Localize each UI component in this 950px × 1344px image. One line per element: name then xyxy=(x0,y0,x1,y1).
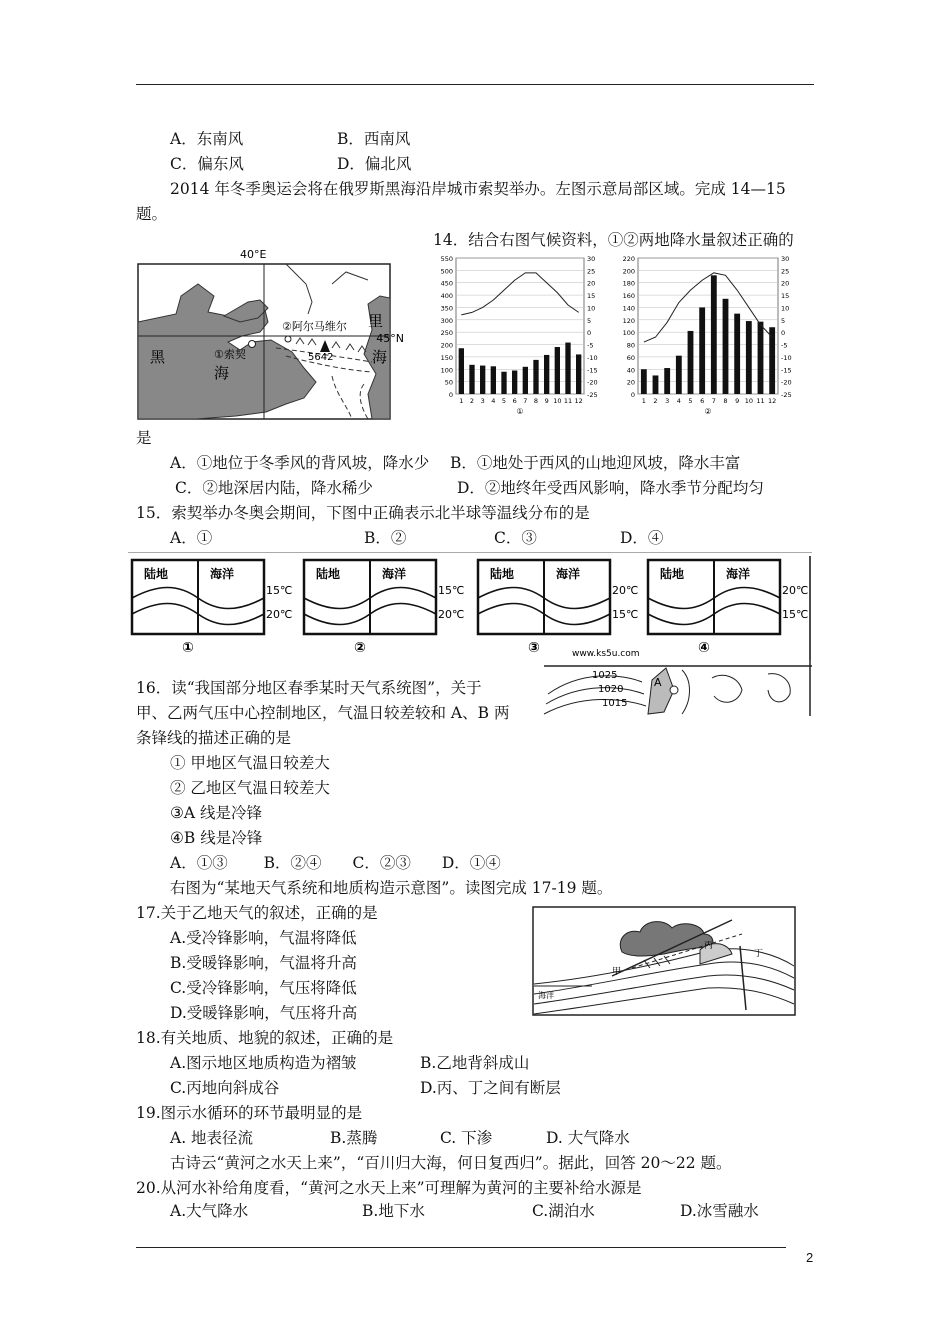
precip-bar xyxy=(664,368,670,394)
precip-bar xyxy=(555,347,560,394)
left-tick-label: 100 xyxy=(622,329,635,338)
q15-option-d: D．④ xyxy=(620,529,664,547)
precip-bar xyxy=(469,365,474,394)
chart-frame xyxy=(456,258,584,394)
month-label: 5 xyxy=(501,397,507,405)
isotherm-temp-label: 15℃ xyxy=(782,608,809,621)
right-tick-label: 30 xyxy=(781,255,790,263)
left-tick-label: 500 xyxy=(440,267,453,276)
precip-bar xyxy=(544,355,549,394)
month-label: 1 xyxy=(641,397,646,405)
left-tick-label: 150 xyxy=(440,353,453,362)
land-label: 陆地 xyxy=(316,567,341,581)
q16-line3: 条锋线的描述正确的是 xyxy=(136,729,292,747)
precip-bar xyxy=(480,366,485,394)
right-tick-label: 0 xyxy=(781,329,786,338)
intro-14-15: 2014 年冬季奥运会将在俄罗斯黑海沿岸城市索契举办。左图示意局部区域。完成 14—15 xyxy=(170,180,786,198)
right-tick-label: 0 xyxy=(587,329,592,338)
left-tick-label: 50 xyxy=(444,378,453,387)
q15-option-c: C．③ xyxy=(494,529,537,547)
map-lon-label: 40°E xyxy=(240,248,267,261)
map-lat-label: 45°N xyxy=(376,332,404,345)
q17-option-c: C.受冷锋影响，气压将降低 xyxy=(170,979,357,997)
precip-bar xyxy=(523,367,528,394)
left-tick-label: 0 xyxy=(448,391,453,399)
precip-bar xyxy=(769,327,775,394)
q18-stem: 18.有关地质、地貌的叙述，正确的是 xyxy=(136,1029,394,1047)
month-label: 3 xyxy=(665,397,670,405)
q13-option-d: D．偏北风 xyxy=(337,155,412,173)
right-tick-label: -5 xyxy=(587,341,594,350)
right-tick-label: 5 xyxy=(587,316,592,325)
left-tick-label: 550 xyxy=(440,255,453,263)
map-black-label: 黑 xyxy=(150,348,166,366)
left-tick-label: 20 xyxy=(626,378,635,387)
right-tick-label: -20 xyxy=(781,378,792,387)
q14-stem-end: 是 xyxy=(136,429,152,447)
precip-bar xyxy=(641,369,647,394)
q15-option-b: B．② xyxy=(364,529,407,547)
q17-option-d: D.受暖锋影响，气压将升高 xyxy=(170,1004,358,1022)
month-label: 7 xyxy=(711,397,716,405)
isobar-1025: 1025 xyxy=(592,670,618,681)
left-tick-label: 180 xyxy=(622,279,635,288)
q14-option-d: D．②地终年受西风影响，降水季节分配均匀 xyxy=(457,479,764,497)
map-caspian-sea-label: 海 xyxy=(372,348,388,366)
map-peak-label: 5642 xyxy=(308,352,334,363)
q16-answers: A．①③ B．②④ C．②③ D．①④ xyxy=(170,854,501,872)
sochi-map xyxy=(136,244,404,422)
q20-option-b: B.地下水 xyxy=(362,1202,425,1220)
q20-option-c: C.湖泊水 xyxy=(532,1202,595,1220)
land-label: 陆地 xyxy=(490,567,515,581)
q17-option-a: A.受冷锋影响，气温将降低 xyxy=(170,929,357,947)
left-tick-label: 300 xyxy=(440,316,453,325)
isotherm-temp-label: 20℃ xyxy=(612,584,639,597)
precip-bar xyxy=(723,299,729,394)
watermark-text: www.ks5u.com xyxy=(572,649,640,659)
month-label: 4 xyxy=(491,397,496,405)
left-tick-label: 450 xyxy=(440,279,453,288)
q16-item-3: ③A 线是冷锋 xyxy=(170,804,263,822)
map-armavir-label: ②阿尔马维尔 xyxy=(282,320,347,333)
isotherm-temp-label: 20℃ xyxy=(438,608,465,621)
month-label: 10 xyxy=(744,397,753,405)
q19-stem: 19.图示水循环的环节最明显的是 xyxy=(136,1104,363,1122)
precip-bar xyxy=(533,360,538,394)
geo-ding-label: 丁 xyxy=(754,949,764,959)
left-tick-label: 140 xyxy=(622,304,635,313)
left-tick-label: 60 xyxy=(626,353,635,362)
precip-bar xyxy=(734,314,740,394)
chart-station-label: ① xyxy=(516,407,524,416)
isotherm-temp-label: 15℃ xyxy=(266,584,293,597)
right-tick-label: -15 xyxy=(781,366,792,375)
precip-bar xyxy=(699,307,705,394)
land-label: 陆地 xyxy=(144,567,169,581)
page-number: 2 xyxy=(806,1250,814,1265)
right-tick-label: 30 xyxy=(587,255,596,263)
geo-sea-label: 海洋 xyxy=(538,991,554,1000)
month-label: 7 xyxy=(523,397,528,405)
precip-bar xyxy=(653,375,659,394)
precip-bar xyxy=(491,366,496,394)
front-a-label: A xyxy=(654,676,662,689)
left-tick-label: 0 xyxy=(630,391,635,399)
isobar-1015: 1015 xyxy=(602,698,628,709)
month-label: 3 xyxy=(480,397,485,405)
isotherm-temp-label: 20℃ xyxy=(782,584,809,597)
q19-option-b: B.蒸腾 xyxy=(330,1129,378,1147)
month-label: 9 xyxy=(735,397,740,405)
map-li-label: 里 xyxy=(368,312,384,330)
q20-stem: 20.从河水补给角度看，“黄河之水天上来”可理解为黄河的主要补给水源是 xyxy=(136,1179,642,1197)
q16-line2: 甲、乙两气压中心控制地区，气温日较差较和 A、B 两 xyxy=(136,704,510,722)
header-rule xyxy=(136,84,814,85)
month-label: 6 xyxy=(512,397,517,405)
month-label: 12 xyxy=(768,397,777,405)
panel-number-label: ② xyxy=(354,640,366,656)
intro-20-22: 古诗云“黄河之水天上来”，“百川归大海，何日复西归”。据此，回答 20～22 题。 xyxy=(170,1154,732,1172)
precip-bar xyxy=(746,321,752,394)
month-label: 4 xyxy=(676,397,681,405)
q18-option-a: A.图示地区地质构造为褶皱 xyxy=(170,1054,357,1072)
left-tick-label: 80 xyxy=(626,341,635,350)
geology-diagram xyxy=(532,906,796,1016)
month-label: 8 xyxy=(533,397,539,405)
precip-bar xyxy=(576,354,581,394)
q13-option-c: C．偏东风 xyxy=(170,155,244,173)
month-label: 5 xyxy=(688,397,693,405)
right-tick-label: -20 xyxy=(587,378,598,387)
q16-line1: 16．读“我国部分地区春季某时天气系统图”，关于 xyxy=(136,679,482,697)
left-tick-label: 250 xyxy=(440,329,453,338)
chart-frame xyxy=(638,258,778,394)
divider-line xyxy=(128,552,812,553)
climate-chart-1 xyxy=(430,252,608,422)
q20-option-d: D.冰雪融水 xyxy=(680,1202,759,1220)
q16-item-1: ① 甲地区气温日较差大 xyxy=(170,754,330,772)
month-label: 2 xyxy=(653,397,658,405)
isotherm-temp-label: 20℃ xyxy=(266,608,293,621)
q18-option-c: C.丙地向斜成谷 xyxy=(170,1079,280,1097)
precip-bar xyxy=(688,331,694,394)
q17-stem: 17.关于乙地天气的叙述，正确的是 xyxy=(136,904,378,922)
left-tick-label: 200 xyxy=(622,267,635,276)
panel-number-label: ① xyxy=(182,640,194,656)
isotherm-temp-label: 15℃ xyxy=(612,608,639,621)
right-tick-label: 25 xyxy=(781,267,790,276)
map-sea-label: 海 xyxy=(214,364,230,382)
month-label: 11 xyxy=(756,397,765,405)
panel-number-label: ③ xyxy=(528,640,540,656)
left-tick-label: 400 xyxy=(440,292,453,301)
q14-stem: 14．结合右图气候资料，①②两地降水量叙述正确的 xyxy=(433,231,794,249)
intro-17-19: 右图为“某地天气系统和地质构造示意图”。读图完成 17-19 题。 xyxy=(170,879,613,897)
q19-option-c: C. 下渗 xyxy=(440,1129,493,1147)
right-tick-label: 10 xyxy=(587,304,596,313)
right-tick-label: 15 xyxy=(587,292,596,301)
left-tick-label: 100 xyxy=(440,366,453,375)
q19-option-d: D. 大气降水 xyxy=(546,1129,630,1147)
month-label: 1 xyxy=(459,397,464,405)
precip-bar xyxy=(711,275,717,394)
weather-system-map xyxy=(542,660,812,716)
isobar-1020: 1020 xyxy=(598,684,624,695)
right-tick-label: -15 xyxy=(587,366,598,375)
month-label: 9 xyxy=(544,397,549,405)
q15-option-a: A．① xyxy=(170,529,213,547)
isotherm-temp-label: 15℃ xyxy=(438,584,465,597)
precip-bar xyxy=(512,371,517,394)
q18-option-d: D.丙、丁之间有断层 xyxy=(420,1079,561,1097)
land-label: 陆地 xyxy=(660,567,685,581)
month-label: 12 xyxy=(574,397,583,405)
right-tick-label: -5 xyxy=(781,341,788,350)
right-tick-label: 5 xyxy=(781,316,786,325)
left-tick-label: 120 xyxy=(622,316,635,325)
right-tick-label: -10 xyxy=(781,353,792,362)
precip-bar xyxy=(676,356,682,394)
right-tick-label: -25 xyxy=(781,391,792,399)
panel-number-label: ④ xyxy=(698,640,710,656)
month-label: 11 xyxy=(563,397,573,405)
precip-bar xyxy=(758,322,764,394)
month-label: 8 xyxy=(723,397,728,405)
right-tick-label: 25 xyxy=(587,267,596,276)
left-tick-label: 160 xyxy=(622,292,635,301)
ocean-label: 海洋 xyxy=(382,567,407,581)
q14-option-b: B．①地处于西风的山地迎风坡，降水丰富 xyxy=(450,454,741,472)
month-label: 2 xyxy=(469,397,475,405)
ocean-label: 海洋 xyxy=(556,567,581,581)
right-tick-label: -25 xyxy=(587,391,598,399)
chart-station-label: ② xyxy=(704,407,712,416)
q13-option-b: B．西南风 xyxy=(337,130,411,148)
q20-option-a: A.大气降水 xyxy=(170,1202,249,1220)
left-tick-label: 220 xyxy=(622,255,635,263)
isotherm-diagrams xyxy=(128,556,818,660)
climate-chart-2 xyxy=(612,252,802,422)
map-sochi-label: ①索契 xyxy=(214,348,246,361)
right-tick-label: 15 xyxy=(781,292,790,301)
q18-option-b: B.乙地背斜成山 xyxy=(420,1054,530,1072)
ocean-label: 海洋 xyxy=(726,567,751,581)
geo-bing-label: 丙 xyxy=(704,941,714,951)
right-tick-label: 20 xyxy=(587,279,596,288)
precip-bar xyxy=(459,348,464,394)
q14-option-a: A．①地位于冬季风的背风坡，降水少 xyxy=(170,454,430,472)
month-label: 6 xyxy=(700,397,705,405)
left-tick-label: 350 xyxy=(440,304,453,313)
footer-rule xyxy=(136,1247,786,1248)
left-tick-label: 40 xyxy=(626,366,635,375)
q17-option-b: B.受暖锋影响，气温将升高 xyxy=(170,954,357,972)
left-tick-label: 200 xyxy=(440,341,453,350)
right-tick-label: 20 xyxy=(781,279,790,288)
q19-option-a: A. 地表径流 xyxy=(170,1129,254,1147)
q15-stem: 15．索契举办冬奥会期间，下图中正确表示北半球等温线分布的是 xyxy=(136,504,590,522)
q14-option-c: C．②地深居内陆，降水稀少 xyxy=(175,479,373,497)
right-tick-label: 10 xyxy=(781,304,790,313)
q16-item-4: ④B 线是冷锋 xyxy=(170,829,263,847)
q16-item-2: ② 乙地区气温日较差大 xyxy=(170,779,330,797)
precip-bar xyxy=(565,343,570,394)
precip-bar xyxy=(501,372,506,394)
q13-option-a: A．东南风 xyxy=(170,130,244,148)
geo-jia-label: 甲 xyxy=(612,967,622,977)
ocean-label: 海洋 xyxy=(210,567,235,581)
intro-14-15-cont: 题。 xyxy=(136,205,168,223)
month-label: 10 xyxy=(553,397,562,405)
right-tick-label: -10 xyxy=(587,353,598,362)
